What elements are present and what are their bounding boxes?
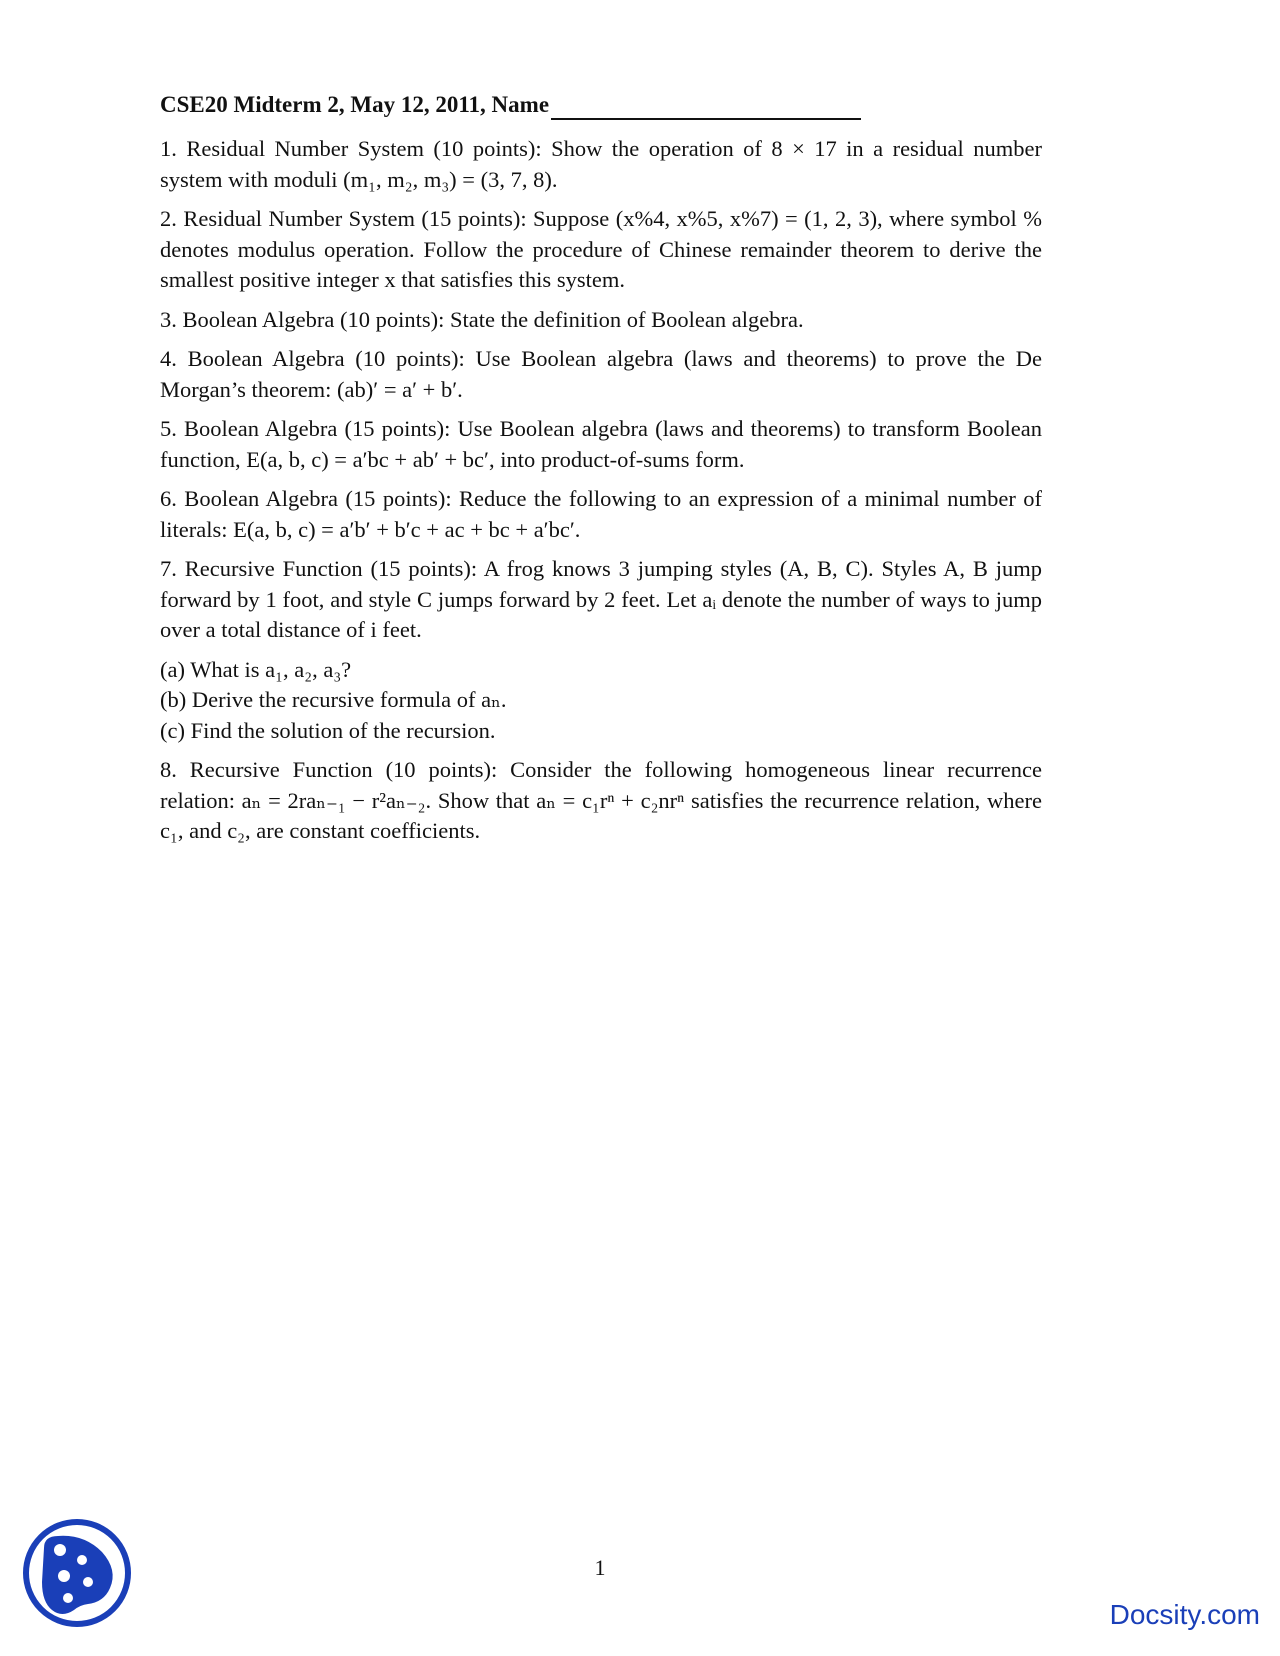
- docsity-logo-icon: [22, 1518, 132, 1628]
- problem-5: 5. Boolean Algebra (15 points): Use Boolean algebra (laws and theorems) to transform Boolean function, E(a, b, c) = a′bc + ab′ + bc′, into product-of-sums form.: [160, 416, 1042, 472]
- subpart-a: (a) What is a₁, a₂, a₃?: [160, 656, 352, 682]
- problem-4: 4. Boolean Algebra (10 points): Use Boolean algebra (laws and theorems) to prove the De Morgan’s theorem: (ab)′ = a′ + b′.: [160, 346, 1042, 402]
- subpart-b: (b) Derive the recursive formula of aₙ.: [160, 687, 507, 712]
- problem-8: 8. Recursive Function (10 points): Consider the following homogeneous linear recurrence relation: aₙ = 2raₙ₋₁ − r²aₙ₋₂. Show that aₙ = c₁rⁿ + c₂nrⁿ satisfies the recurrence relation, where c₁, and c₂, are constant coefficients.: [160, 757, 1042, 843]
- problem-6: 6. Boolean Algebra (15 points): Reduce the following to an expression of a minimal number of literals: E(a, b, c) = a′b′ + b′c + ac + bc + a′bc′.: [160, 486, 1042, 542]
- subpart-c: (c) Find the solution of the recursion.: [160, 717, 496, 743]
- problem-2: 2. Residual Number System (15 points): Suppose (x%4, x%5, x%7) = (1, 2, 3), where symbol % denotes modulus operation. Follow the procedure of Chinese remainder theorem to derive the smallest positive integer x that satisfies this system.: [160, 206, 1042, 292]
- exam-header: [160, 90, 1042, 120]
- name-blank-line: [551, 96, 861, 120]
- problem-7: 7. Recursive Function (15 points): A frog knows 3 jumping styles (A, B, C). Styles A, B jump forward by 1 foot, and style C jumps forward by 2 feet. Let aᵢ denote the number of ways to jump over a total distance of i feet.: [160, 556, 1042, 642]
- brand-link[interactable]: Docsity.com: [1109, 1599, 1260, 1630]
- problem-1: 1. Residual Number System (10 points): Show the operation of 8 × 17 in a residual number system with moduli (m₁, m₂, m₃) = (3, 7, 8).: [160, 136, 1042, 192]
- page-number: 1: [594, 1555, 606, 1580]
- exam-page: [160, 90, 1042, 856]
- exam-title: CSE20 Midterm 2, May 12, 2011, Name: [160, 92, 550, 117]
- problem-7-subparts: [160, 655, 1042, 747]
- problem-3: 3. Boolean Algebra (10 points): State the definition of Boolean algebra.: [160, 306, 804, 332]
